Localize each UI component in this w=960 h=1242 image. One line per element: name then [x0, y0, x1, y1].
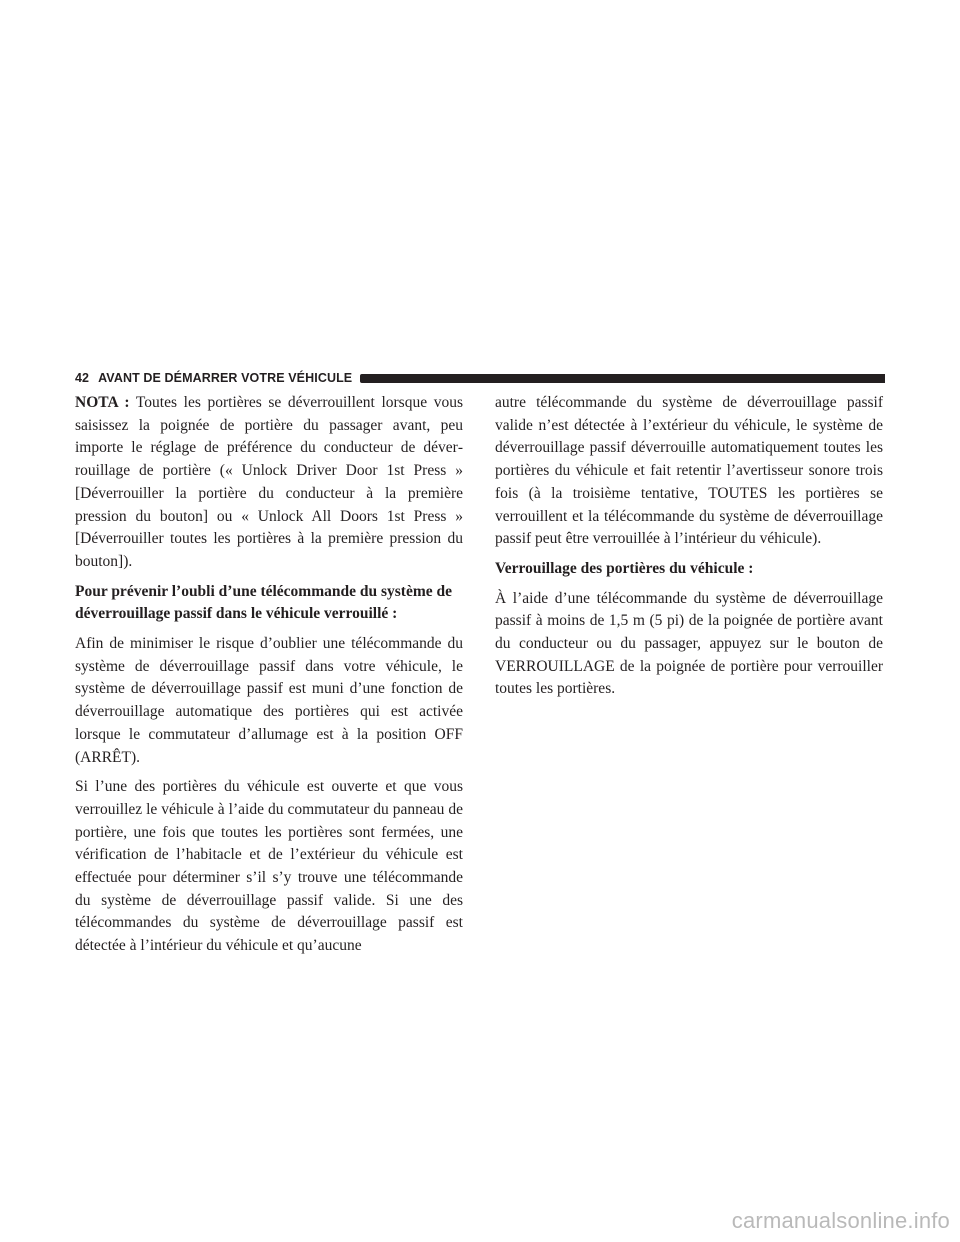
body-paragraph: À l’aide d’une télécommande du système de déverrouillage passif à moins de 1,5 m (5 pi) de la poignée de portière avant du conducteur ou du passager, appuyez sur le bouton de VERROUILLAGE de la poignée de portière pour verrouiller toutes les portières. — [495, 589, 883, 698]
body-paragraph: Si l’une des portières du véhicule est ouverte et que vous verrouillez le véhicule à l’aide du commutateur du panneau de portière, une fois que toutes les portières sont fermées, une vérification de l’habitacle et de l’extérieur du véhicule est effectuée pour déterminer s’il s’y trouve une télécommande du système de déverrouillage passif valide. Si une des télécommandes du système de déverrouillage passif est détectée à l’intérieur du véhicule et qu’aucune — [75, 778, 463, 955]
page-number: 42 — [75, 371, 90, 385]
nota-label: NOTA : — [75, 394, 130, 411]
page-header — [75, 370, 885, 386]
watermark-text: carmanualsonline.info — [731, 1208, 950, 1233]
nota-paragraph — [75, 392, 463, 574]
left-column — [75, 392, 463, 965]
nota-text: Toutes les portières se déverrouillent lorsque vous saisissez la poignée de portière du passager avant, peu importe le réglage de préférence du conducteur de déverrouillage de portière (« Unlock Driver Door 1st Press » [Déverrouiller la portière du conducteur à la première pression du bouton] ou « Unlock All Doors 1st Press » [Déverrouiller toutes les portières à la première pression du bouton]). — [75, 394, 463, 570]
body-paragraph: autre télécommande du système de déverrouillage passif valide n’est détectée à l’extérieur du véhicule, le système de déverrouillage passif déverrouille automatiquement toutes les portières du véhicule et fait retentir l’avertisseur sonore trois fois (à la troisième tentative, TOUTES les portières se verrouillent et la télécommande du système de déverrouillage passif peut être verrouillée à l’intérieur du véhicule). — [495, 394, 883, 548]
body-paragraph: Afin de minimiser le risque d’oublier une télécommande du système de déverrouillage passif dans votre véhicule, le système de déverrouillage passif est muni d’une fonction de déverrouillage automatique des portières qui est activée lorsque le commutateur d’allumage est à la position OFF (ARRÊT). — [75, 635, 463, 766]
section-heading-door-locking: Verrouillage des portières du véhicule : — [495, 559, 754, 577]
right-column — [495, 392, 883, 708]
section-heading-passive-entry: Pour prévenir l’oubli d’une télécommande du système de déverrouillage passif dans le véhicule verrouillé : — [75, 582, 453, 623]
section-title: AVANT DE DÉMARRER VOTRE VÉHICULE — [98, 371, 353, 385]
header-rule — [360, 374, 885, 383]
